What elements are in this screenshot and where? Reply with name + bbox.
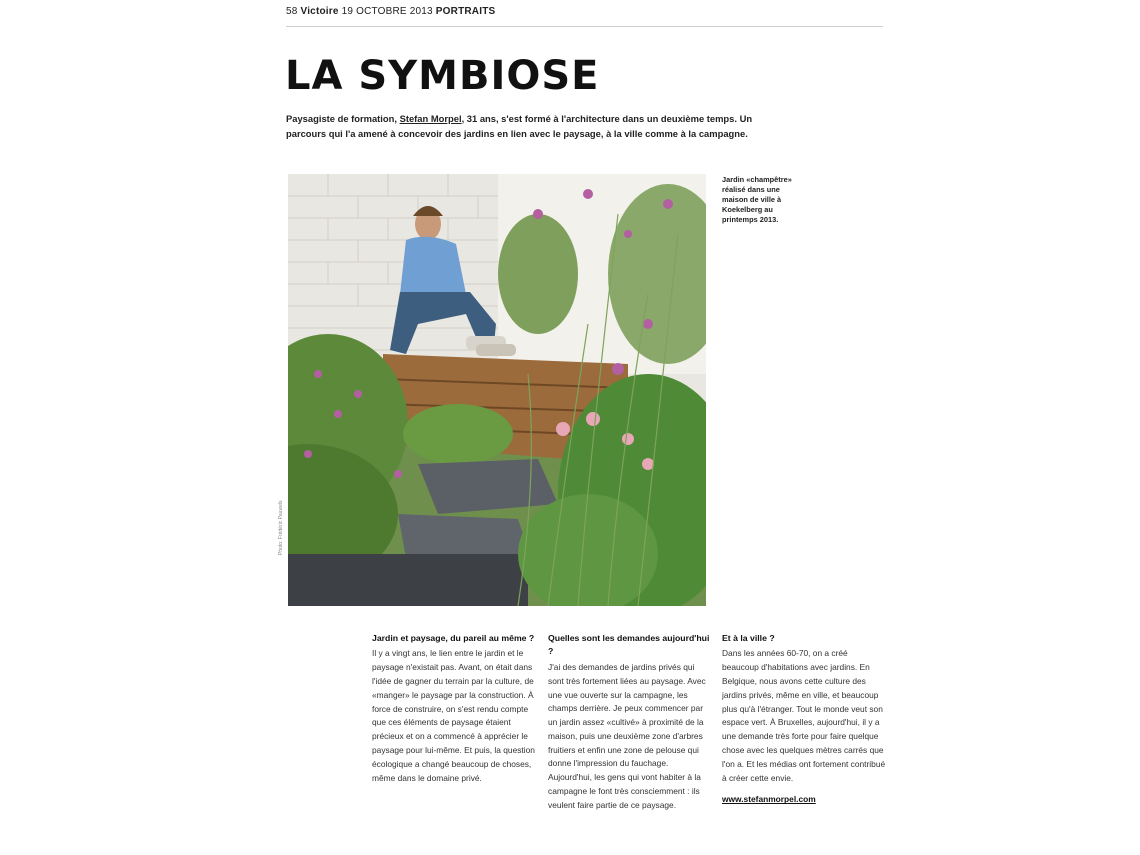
issue-date: 19 OCTOBRE 2013 — [341, 6, 433, 17]
question-heading: Et à la ville ? — [722, 633, 775, 643]
subject-name: Stefan Morpel — [399, 113, 462, 124]
photo-caption: Jardin «champêtre» réalisé dans une maison de ville à Koekelberg au printemps 2013. — [722, 175, 792, 224]
interview-column-3 — [722, 632, 886, 807]
magazine-brand: Victoire — [300, 6, 339, 17]
page-header — [286, 6, 495, 17]
article-title: LA SYMBIOSE — [285, 53, 600, 99]
page-number: 58 — [286, 6, 298, 17]
question-heading: Quelles sont les demandes aujourd'hui ? — [548, 633, 710, 657]
interview-column-1 — [372, 632, 536, 785]
article-intro — [286, 112, 786, 141]
garden-photo-illustration — [288, 174, 706, 606]
answer-text: Dans les années 60-70, on a créé beaucoup d'habitations avec jardins. En Belgique, nous avons cette culture des jardins privés, même en ville, et beaucoup plus qu'à l'étranger. Tout le monde veut son espace vert. À Bruxelles, aujourd'hui, il y a une demande très forte pour faire quelque chose avec les quelques mètres carrés que l'on a. Et les médias ont fortement contribué à créer cette envie. — [722, 648, 886, 783]
header-divider — [286, 26, 883, 27]
garden-photo — [288, 174, 706, 606]
answer-text: J'ai des demandes de jardins privés qui sont très fortement liées au paysage. Avec une vue ouverte sur la campagne, les champs derrière. Je peux commencer par un jardin assez «cultivé» à proximité de la maison, puis une deuxième zone d'arbres fruitiers et enfin une zone de pelouse qui donne l'impression du fauchage. Aujourd'hui, les gens qui vont habiter à la campagne le font très consciemment : ils veulent faire partie de ce paysage. — [548, 661, 706, 810]
intro-text-end: , 31 ans, s'est formé à l'architecture dans un deuxième temps. Un parcours qui l'a amené à concevoir des jardins en lien avec le paysage, à la ville comme à la campagne. — [286, 113, 753, 139]
intro-text-start: Paysagiste de formation, — [286, 113, 400, 124]
website-link[interactable]: www.stefanmorpel.com — [722, 794, 816, 805]
answer-text: Il y a vingt ans, le lien entre le jardin et le paysage n'existait pas. Avant, on était dans l'idée de gagner du terrain par la culture, de «manger» le paysage par la construction. À force de construire, on s'est rendu compte que ces éléments de paysage étaient précieux et on a commencé à apprécier le paysage pour lui-même. Et puis, la question écologique a changé beaucoup de choses, même dans le domaine privé. — [372, 648, 535, 783]
section-name: PORTRAITS — [435, 6, 496, 17]
question-heading: Jardin et paysage, du pareil au même ? — [372, 633, 535, 643]
interview-column-2 — [548, 632, 712, 813]
magazine-page — [258, 0, 888, 855]
photo-credit: Photo: Frédéric Pauwels — [278, 500, 284, 555]
